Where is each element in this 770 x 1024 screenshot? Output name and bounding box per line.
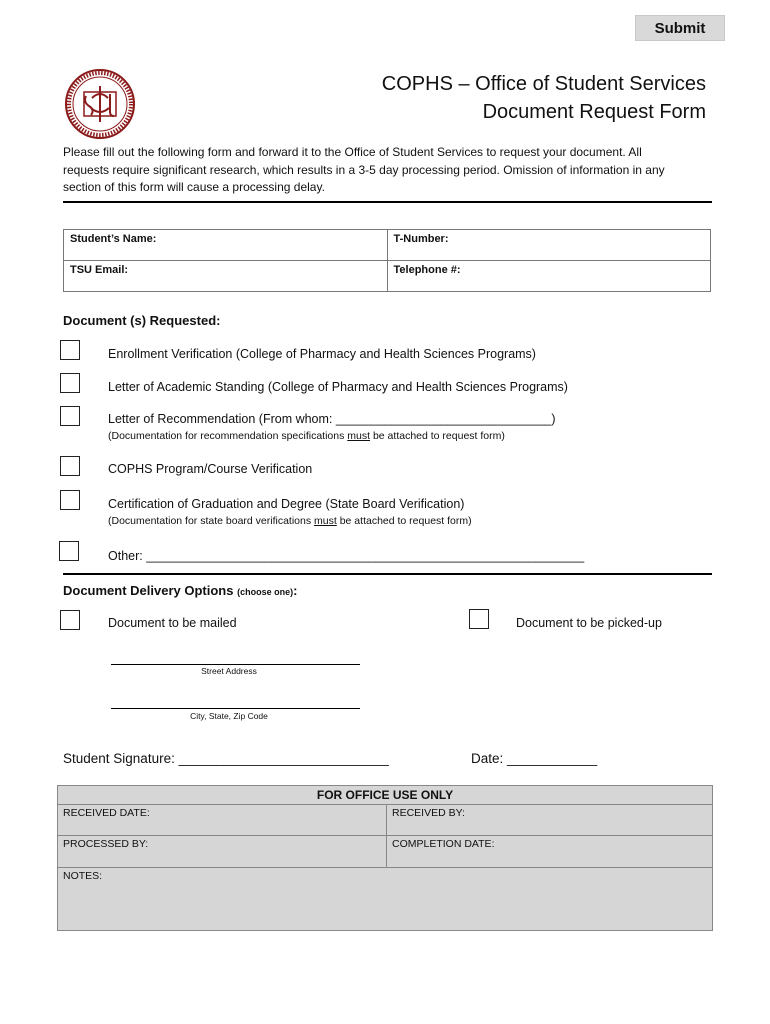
graduation-note-pre: (Documentation for state board verifications [108,515,315,527]
intro-line-1: Please fill out the following form and forward it to the Office of Student Services to request your document. All [63,145,642,159]
street-address-label: Street Address [201,666,257,676]
enrollment-checkbox[interactable] [60,340,80,360]
street-address-line[interactable] [111,664,360,665]
recommendation-note-must: must [347,430,371,442]
received-by-cell [387,805,713,836]
documents-heading: Document (s) Requested: [63,313,221,328]
recommendation-label: Letter of Recommendation (From whom: _______________________________) [108,412,556,426]
student-name-label: Student’s Name: [70,233,157,245]
form-title-line2: Document Request Form [482,101,706,123]
city-state-zip-label: City, State, Zip Code [190,711,268,721]
intro-line-3: section of this form will cause a processing delay. [63,180,325,194]
student-signature-field[interactable]: Student Signature: ____________________________ [63,751,389,766]
telephone-label: Telephone #: [393,264,461,276]
student-name-field[interactable] [64,230,388,261]
completion-date-cell [387,836,713,868]
city-state-zip-line[interactable] [111,708,360,709]
date-field[interactable]: Date: ____________ [471,751,598,766]
delivery-heading-note: (choose one) [237,587,294,597]
recommendation-note [108,430,505,442]
completion-date-label: COMPLETION DATE: [392,838,495,850]
program-verification-checkbox[interactable] [60,456,80,476]
pickup-checkbox[interactable] [469,609,489,629]
mailed-checkbox[interactable] [60,610,80,630]
telephone-field[interactable] [387,261,711,292]
t-number-label: T-Number: [393,233,449,245]
student-info-table [63,229,711,292]
delivery-heading-colon: : [293,583,298,598]
academic-standing-label: Letter of Academic Standing (College of Pharmacy and Health Sciences Programs) [108,380,568,394]
tsu-email-label: TSU Email: [70,264,129,276]
notes-label: NOTES: [63,870,103,882]
graduation-note [108,515,472,527]
program-verification-label: COPHS Program/Course Verification [108,462,313,476]
processed-by-label: PROCESSED BY: [63,838,149,850]
divider [63,573,712,575]
other-label: Other: _______________________________________________________________ [108,549,585,563]
received-by-label: RECEIVED BY: [392,807,465,819]
graduation-certification-label: Certification of Graduation and Degree (State Board Verification) [108,497,465,511]
t-number-field[interactable] [387,230,711,261]
submit-button[interactable]: Submit [635,15,725,41]
notes-cell [58,868,713,931]
pickup-label: Document to be picked-up [516,616,662,630]
intro-paragraph [63,144,718,197]
university-seal-icon [64,68,136,140]
office-use-heading: FOR OFFICE USE ONLY [58,786,713,805]
enrollment-label: Enrollment Verification (College of Pharmacy and Health Sciences Programs) [108,347,536,361]
academic-standing-checkbox[interactable] [60,373,80,393]
intro-line-2: requests require significant research, which results in a 3-5 day processing period. Omission of information in any [63,162,665,177]
other-checkbox[interactable] [59,541,79,561]
office-use-table [57,785,713,931]
graduation-certification-checkbox[interactable] [60,490,80,510]
graduation-note-must: must [314,515,337,527]
received-date-cell [58,805,387,836]
form-title-line1: COPHS – Office of Student Services [381,73,706,95]
recommendation-checkbox[interactable] [60,406,80,426]
processed-by-cell [58,836,387,868]
recommendation-note-pre: (Documentation for recommendation specifications [108,430,348,442]
delivery-heading-text: Document Delivery Options [63,583,238,598]
tsu-email-field[interactable] [64,261,388,292]
received-date-label: RECEIVED DATE: [63,807,150,819]
divider [63,201,712,203]
mailed-label: Document to be mailed [108,616,237,630]
graduation-note-post: be attached to request form) [336,515,472,527]
delivery-heading [63,583,297,598]
recommendation-note-post: be attached to request form) [370,430,505,442]
